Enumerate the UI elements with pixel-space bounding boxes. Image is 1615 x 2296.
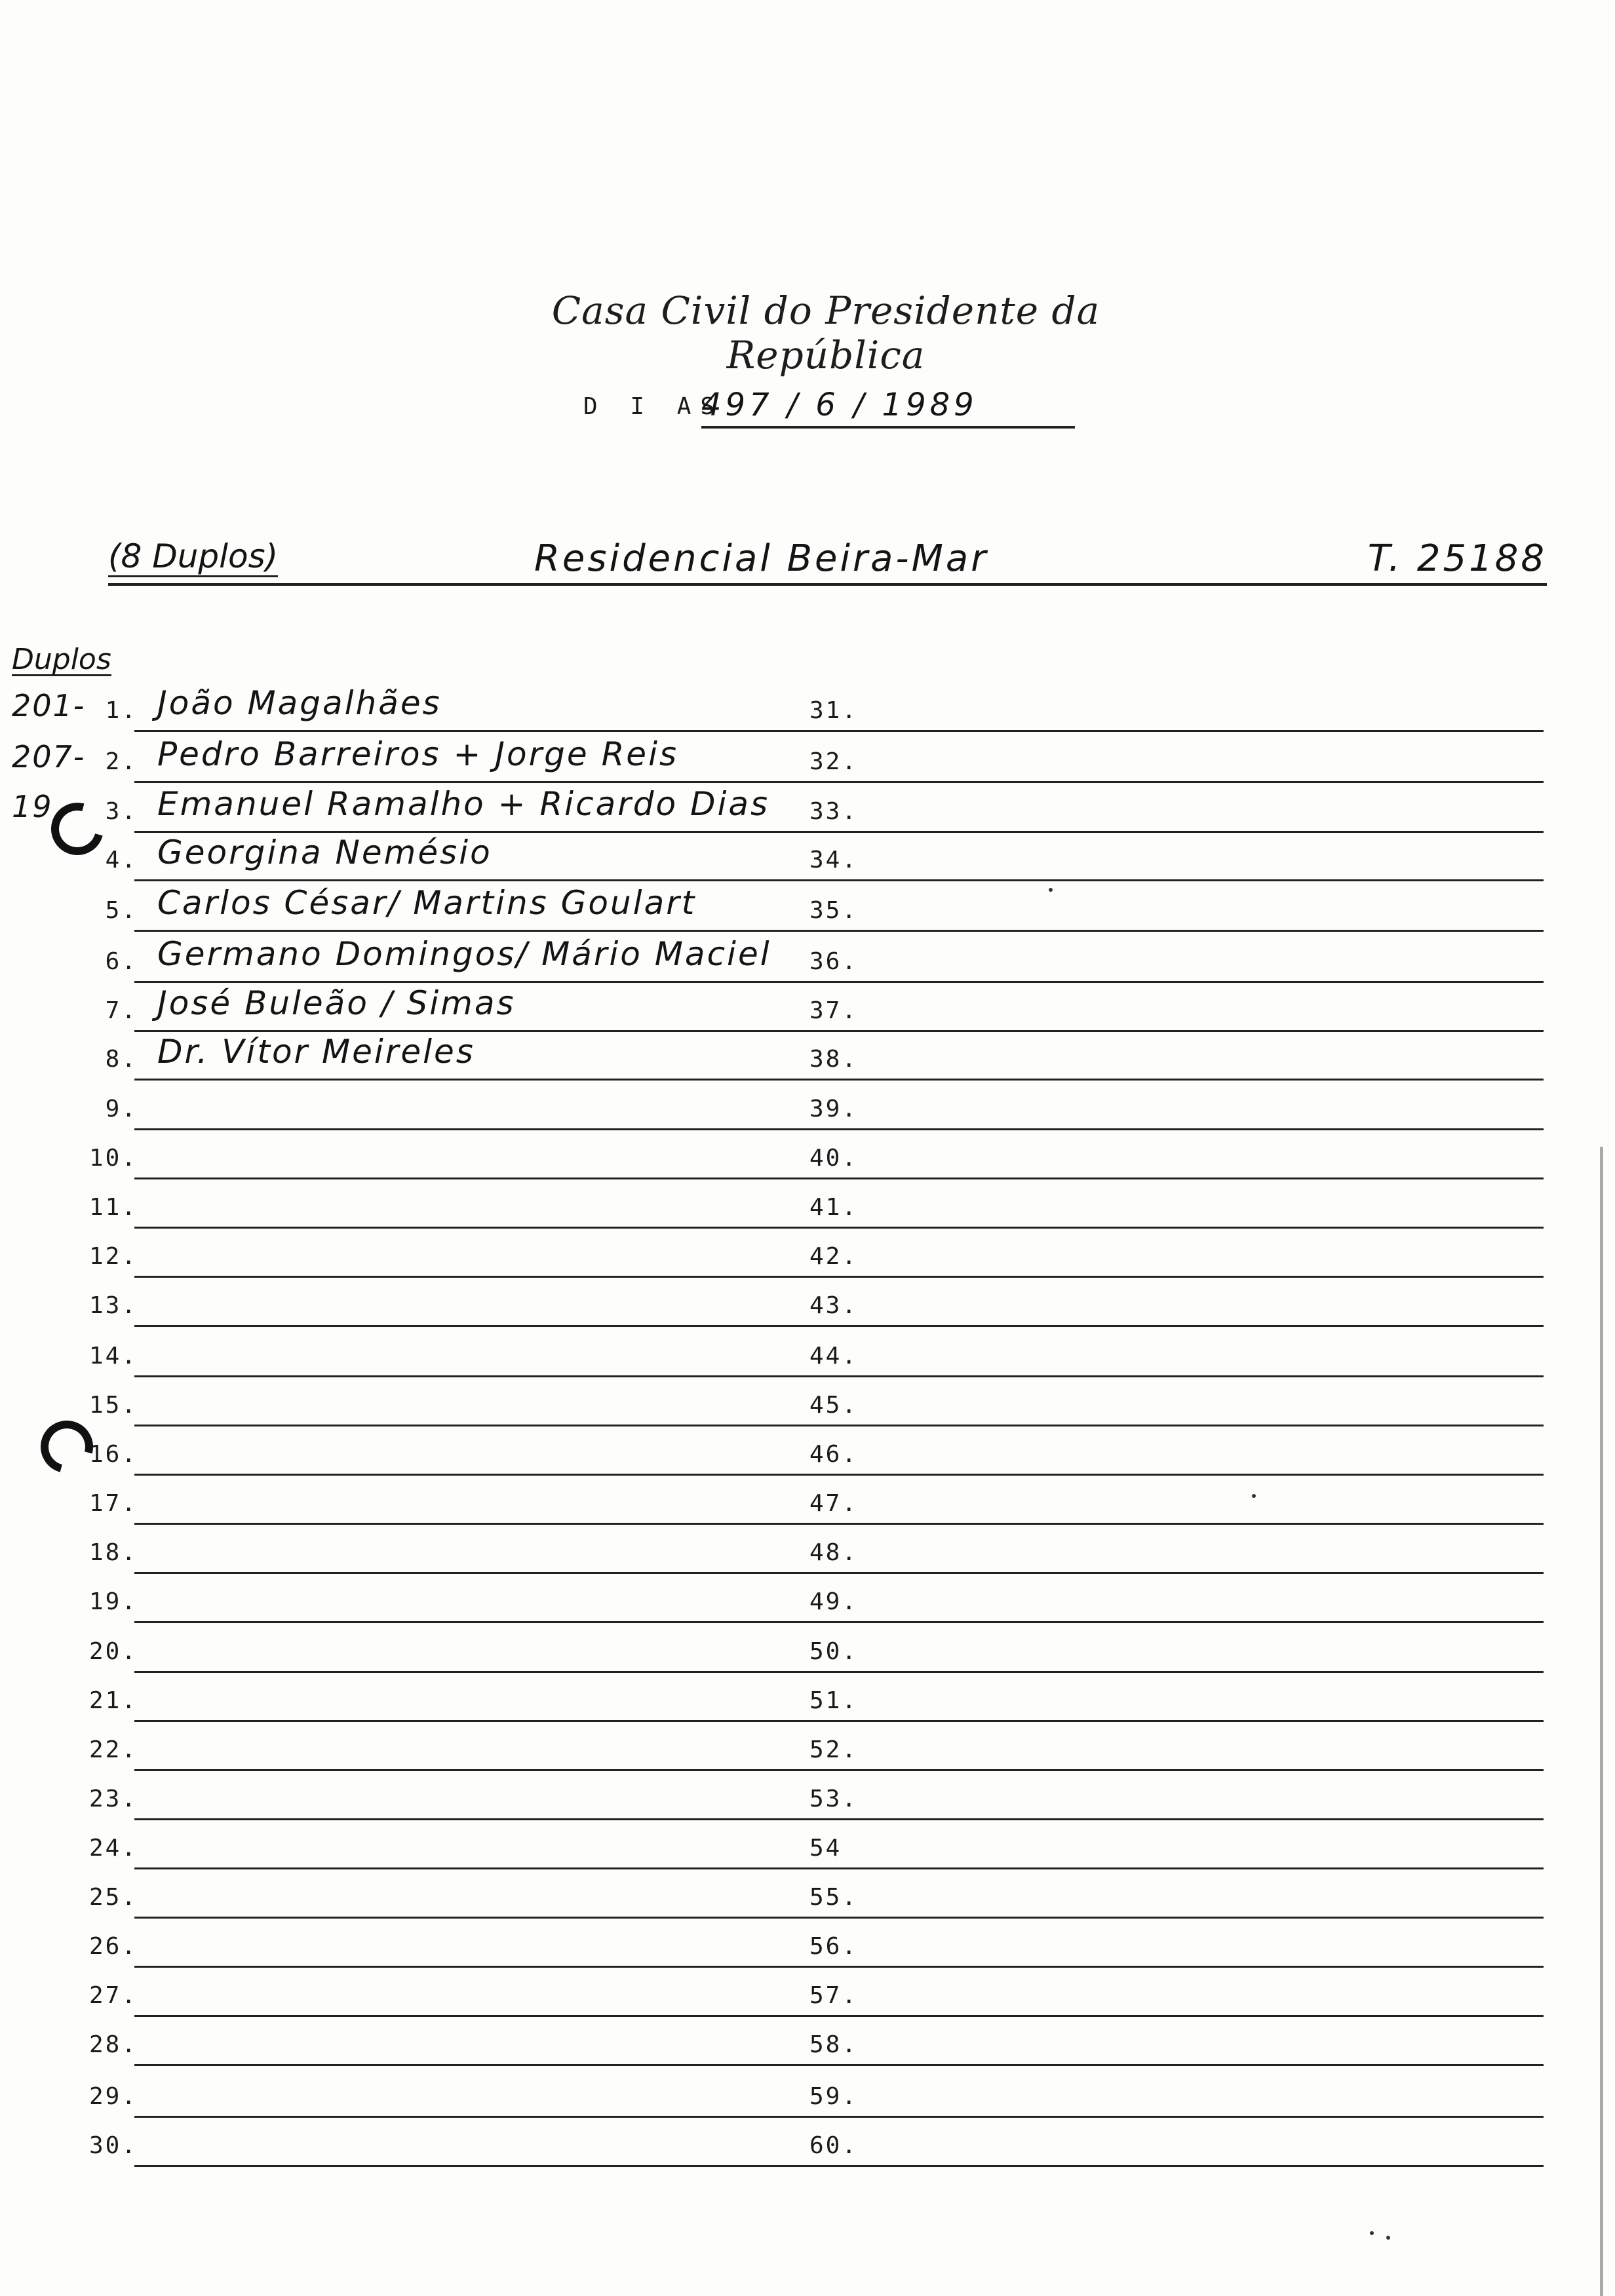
- row-rule: [134, 2064, 1544, 2066]
- row-number: 1.: [105, 697, 138, 724]
- list-row: [0, 884, 1615, 937]
- speck: [1370, 2231, 1374, 2235]
- row-guest-name: Pedro Barreiros + Jorge Reis: [157, 735, 679, 773]
- row-number: 2.: [105, 748, 138, 775]
- row-number: 17.: [88, 1490, 138, 1517]
- row-number: 14.: [88, 1343, 138, 1369]
- row-rule: [134, 1818, 1544, 1820]
- list-row: [0, 1333, 1615, 1383]
- row-number-right: 50.: [809, 1638, 859, 1665]
- row-rule: [134, 1227, 1544, 1229]
- list-row: [0, 1629, 1615, 1678]
- header-phone: T. 25188: [1367, 537, 1547, 580]
- row-rule: [134, 2116, 1544, 2118]
- row-rule: [134, 930, 1544, 932]
- row-rule: [134, 1769, 1544, 1771]
- row-number: 25.: [88, 1884, 138, 1911]
- row-number: 4.: [105, 847, 138, 873]
- row-number: 30.: [88, 2132, 138, 2159]
- list-row: [0, 1530, 1615, 1579]
- list-row: [0, 1234, 1615, 1283]
- row-rule: [134, 1325, 1544, 1327]
- list-row: [0, 1033, 1615, 1086]
- row-number: 13.: [88, 1292, 138, 1319]
- row-number-right: 48.: [809, 1539, 859, 1566]
- row-number-right: 56.: [809, 1933, 859, 1960]
- row-rule: [134, 1671, 1544, 1673]
- row-number: 23.: [88, 1786, 138, 1812]
- row-number: 3.: [105, 798, 138, 825]
- row-rule: [134, 1276, 1544, 1278]
- list-row: [0, 1826, 1615, 1875]
- row-number-right: 60.: [809, 2132, 859, 2159]
- list-row: [0, 1136, 1615, 1185]
- row-number: 27.: [88, 1982, 138, 2009]
- row-rule: [134, 1917, 1544, 1919]
- page-edge: [1600, 1147, 1603, 2296]
- row-guest-name: Emanuel Ramalho + Ricardo Dias: [157, 785, 770, 823]
- row-number-right: 35.: [809, 897, 859, 924]
- row-number: 24.: [88, 1835, 138, 1862]
- row-rule: [134, 1128, 1544, 1130]
- speck: [1049, 888, 1053, 892]
- row-number-right: 55.: [809, 1884, 859, 1911]
- list-row: [0, 684, 1615, 737]
- row-number-right: 43.: [809, 1292, 859, 1319]
- row-number-right: 53.: [809, 1786, 859, 1812]
- row-room-number: 207-: [12, 739, 86, 775]
- list-row: [0, 2022, 1615, 2071]
- row-guest-name: José Buleão / Simas: [157, 984, 516, 1022]
- row-number: 16.: [88, 1441, 138, 1468]
- row-rule: [134, 1375, 1544, 1377]
- row-rule: [134, 831, 1544, 833]
- list-row: [0, 833, 1615, 887]
- row-number: 9.: [105, 1096, 138, 1122]
- row-guest-name: Georgina Nemésio: [157, 833, 492, 871]
- row-number-right: 41.: [809, 1194, 859, 1221]
- row-number-right: 54: [809, 1835, 842, 1862]
- row-rule: [134, 1572, 1544, 1574]
- row-room-number: 19: [12, 789, 53, 824]
- row-number-right: 31.: [809, 697, 859, 724]
- row-number-right: 58.: [809, 2031, 859, 2058]
- speck: [1386, 2236, 1390, 2240]
- row-number-right: 38.: [809, 1046, 859, 1073]
- list-row: [0, 735, 1615, 788]
- row-number-right: 46.: [809, 1441, 859, 1468]
- row-number: 19.: [88, 1588, 138, 1615]
- row-number-right: 34.: [809, 847, 859, 873]
- row-rule: [134, 1177, 1544, 1179]
- row-rule: [134, 1621, 1544, 1623]
- row-number: 26.: [88, 1933, 138, 1960]
- row-rule: [134, 781, 1544, 783]
- list-row: [0, 1383, 1615, 1432]
- row-rule: [134, 1030, 1544, 1032]
- row-rule: [134, 981, 1544, 983]
- row-number: 18.: [88, 1539, 138, 1566]
- list-row: [0, 2123, 1615, 2172]
- list-row: [0, 1924, 1615, 1973]
- row-rule: [134, 730, 1544, 732]
- list-row: [0, 1481, 1615, 1530]
- row-number-right: 45.: [809, 1392, 859, 1419]
- row-number: 21.: [88, 1687, 138, 1714]
- row-number-right: 40.: [809, 1145, 859, 1172]
- row-number: 20.: [88, 1638, 138, 1665]
- row-number-right: 42.: [809, 1243, 859, 1270]
- list-row: [0, 1973, 1615, 2022]
- row-number-right: 57.: [809, 1982, 859, 2009]
- row-number-right: 52.: [809, 1736, 859, 1763]
- row-guest-name: Carlos César/ Martins Goulart: [157, 884, 697, 922]
- row-guest-name: Dr. Vítor Meireles: [157, 1033, 475, 1071]
- row-number-right: 37.: [809, 997, 859, 1024]
- speck: [1252, 1494, 1256, 1498]
- row-number-right: 33.: [809, 798, 859, 825]
- row-rule: [134, 1720, 1544, 1722]
- list-row: [0, 1776, 1615, 1826]
- row-rule: [134, 1079, 1544, 1081]
- list-row: [0, 935, 1615, 988]
- list-row: [0, 2074, 1615, 2123]
- row-rule: [134, 1966, 1544, 1968]
- row-rule: [134, 1867, 1544, 1869]
- row-number: 12.: [88, 1243, 138, 1270]
- row-number: 11.: [88, 1194, 138, 1221]
- letterhead: Casa Civil do Presidente da República: [551, 288, 1100, 377]
- row-number: 7.: [105, 997, 138, 1024]
- list-row: [0, 984, 1615, 1037]
- row-guest-name: João Magalhães: [157, 684, 442, 722]
- list-row: [0, 1086, 1615, 1136]
- row-number-right: 51.: [809, 1687, 859, 1714]
- row-room-number: 201-: [12, 688, 86, 723]
- list-row: [0, 1678, 1615, 1727]
- row-number-right: 47.: [809, 1490, 859, 1517]
- list-row: [0, 1727, 1615, 1776]
- list-header: [108, 537, 1547, 586]
- row-rule: [134, 2015, 1544, 2017]
- list-row: [0, 785, 1615, 838]
- header-venue: Residencial Beira-Mar: [534, 537, 989, 580]
- row-number: 6.: [105, 948, 138, 975]
- row-rule: [134, 1474, 1544, 1476]
- header-room-count: (8 Duplos): [108, 537, 278, 577]
- section-label: Duplos: [12, 643, 111, 676]
- row-number: 5.: [105, 897, 138, 924]
- row-rule: [134, 2165, 1544, 2167]
- row-rule: [134, 1523, 1544, 1525]
- list-row: [0, 1185, 1615, 1234]
- row-number: 8.: [105, 1046, 138, 1073]
- list-row: [0, 1283, 1615, 1332]
- row-number-right: 39.: [809, 1096, 859, 1122]
- row-rule: [134, 879, 1544, 881]
- row-number-right: 49.: [809, 1588, 859, 1615]
- list-row: [0, 1579, 1615, 1628]
- reference-value: 497 / 6 / 1989: [701, 387, 1075, 429]
- row-number: 29.: [88, 2083, 138, 2110]
- reference-label: D I AS: [583, 393, 724, 420]
- row-number: 22.: [88, 1736, 138, 1763]
- row-number: 15.: [88, 1392, 138, 1419]
- list-row: [0, 1875, 1615, 1924]
- row-number-right: 36.: [809, 948, 859, 975]
- row-number-right: 59.: [809, 2083, 859, 2110]
- row-number-right: 44.: [809, 1343, 859, 1369]
- row-number: 10.: [88, 1145, 138, 1172]
- list-row: [0, 1432, 1615, 1481]
- row-number: 28.: [88, 2031, 138, 2058]
- row-number-right: 32.: [809, 748, 859, 775]
- row-guest-name: Germano Domingos/ Mário Maciel: [157, 935, 771, 973]
- row-rule: [134, 1425, 1544, 1426]
